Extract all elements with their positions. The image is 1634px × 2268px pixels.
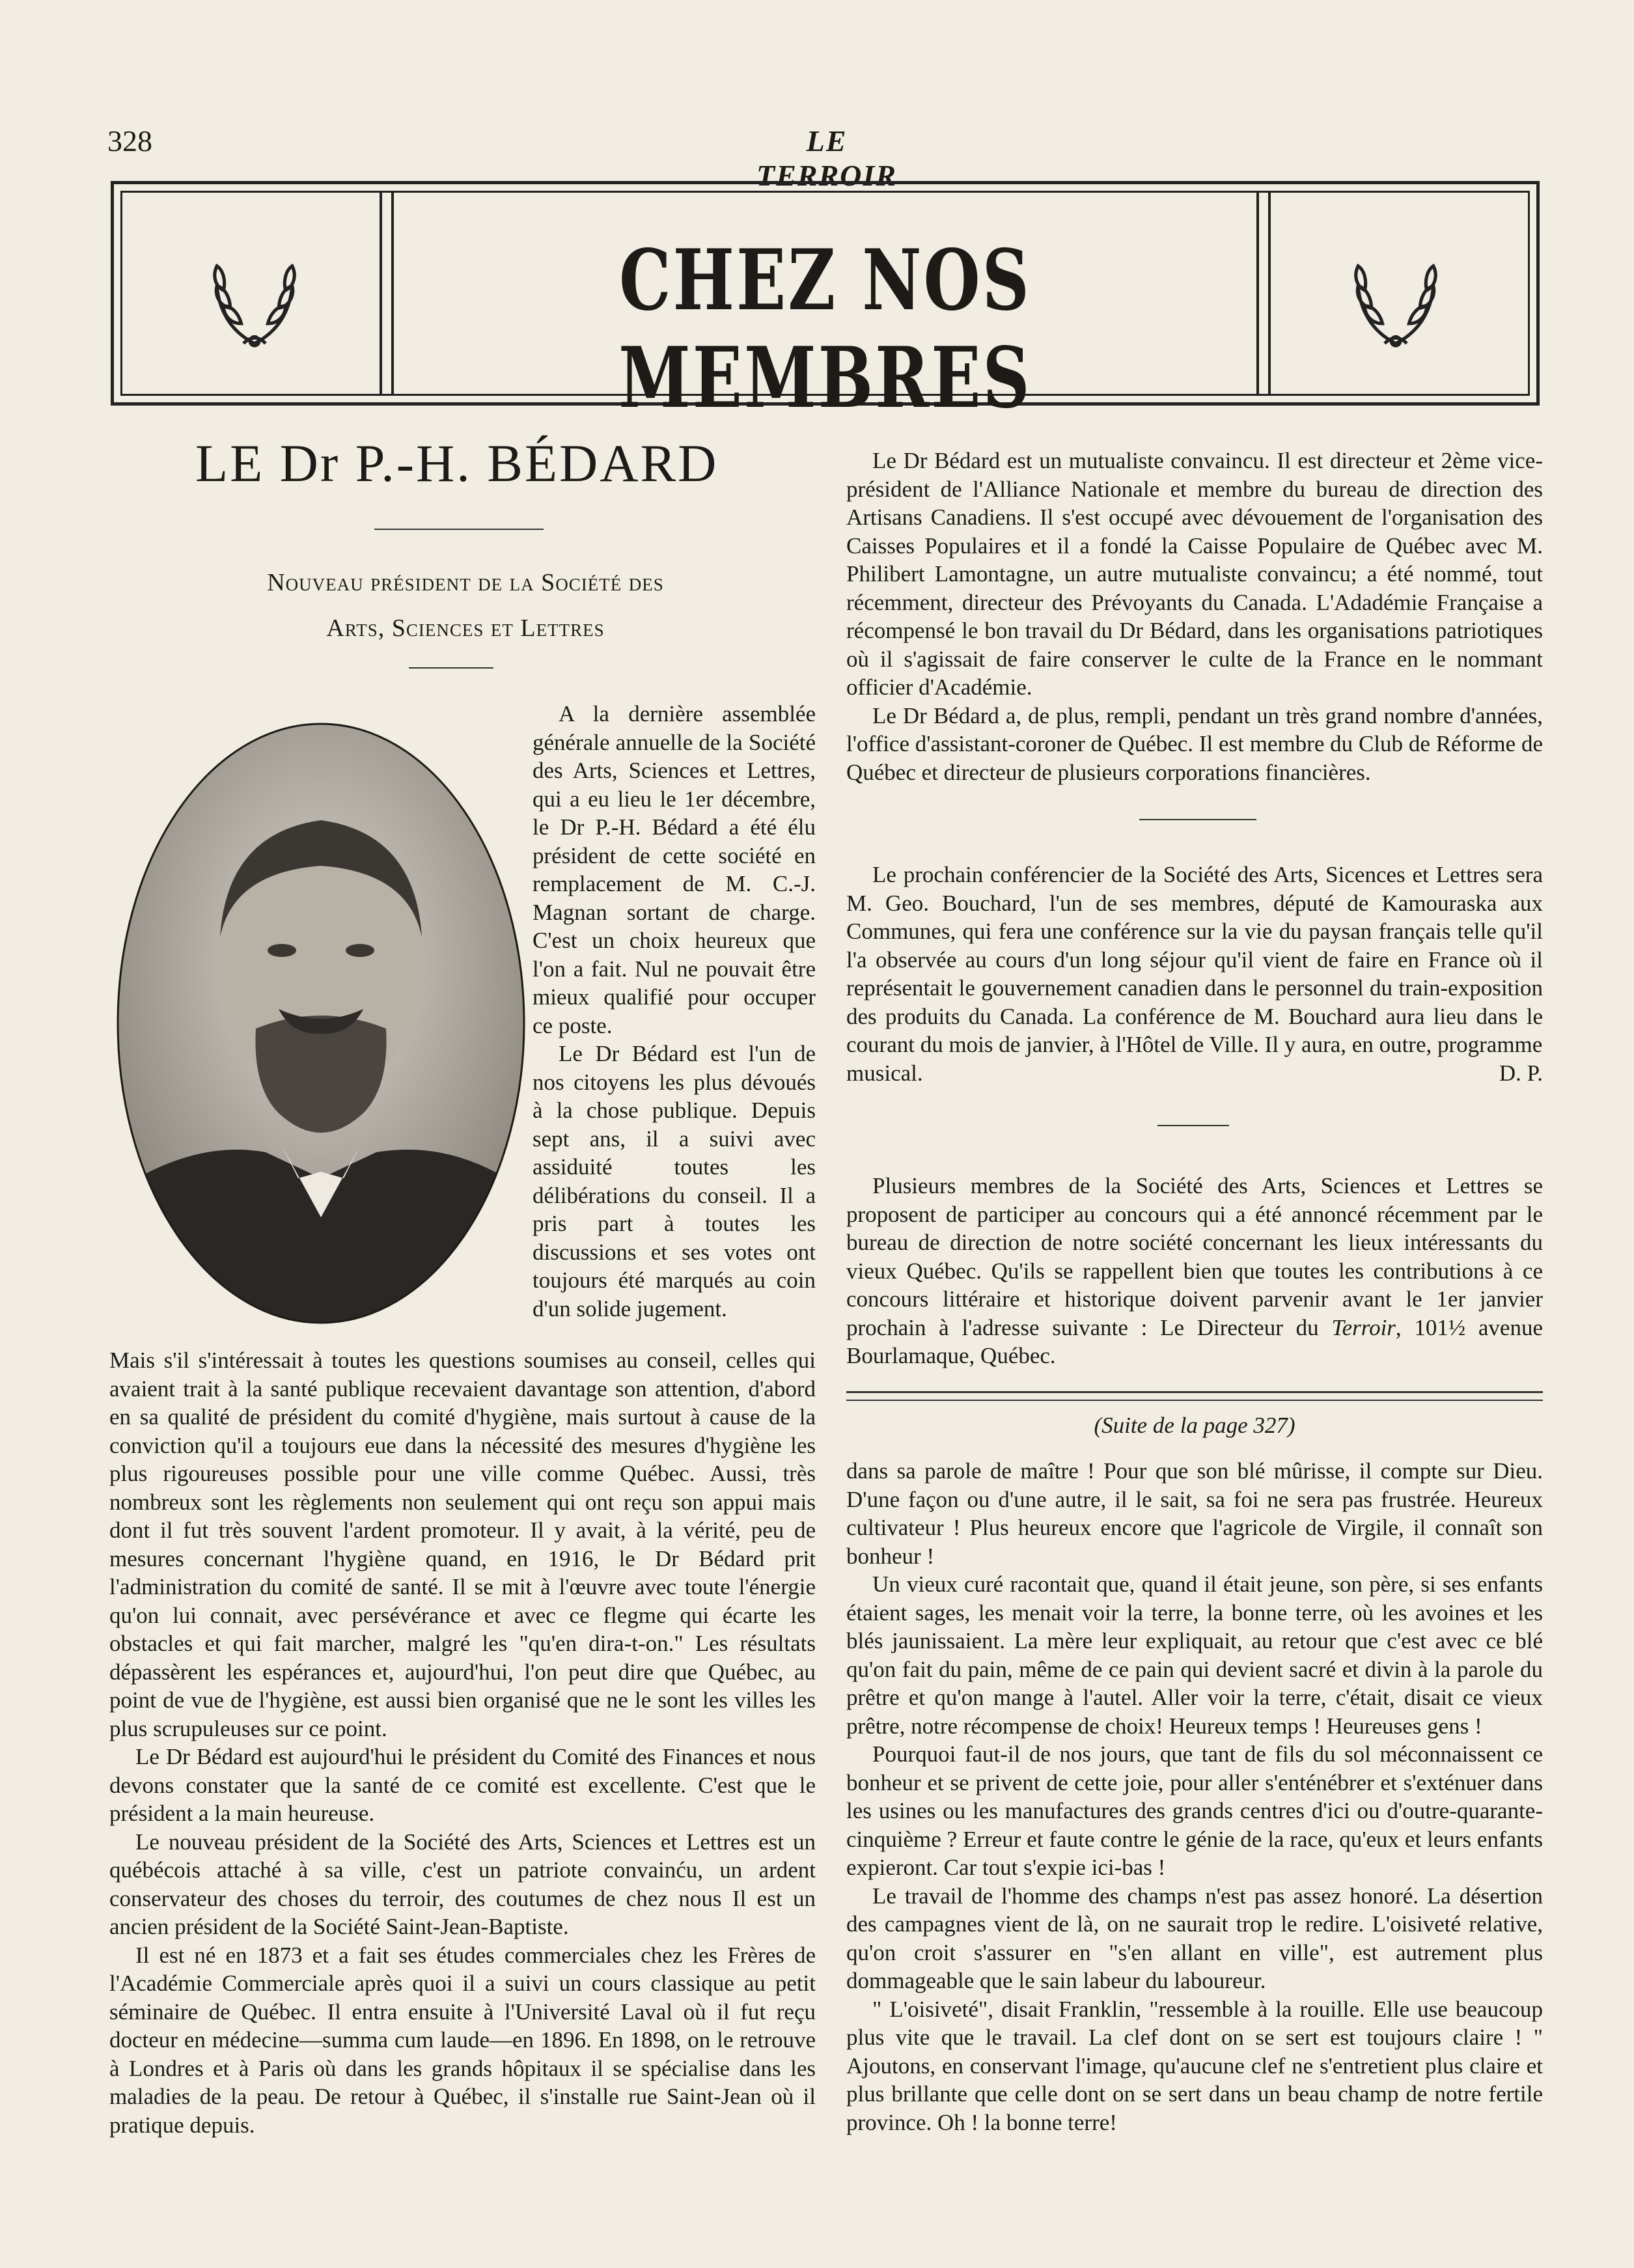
continuation-text: dans sa parole de maître ! Pour que son blé mûrisse, il compte sur Dieu. D'une façon ou d'une autre, il le sait, sa foi ne sera pas frustrée. Heureux cultivateur ! Plus heureux encore que l'agricole de Virgile, il connaît son bonheur ! Un vieux curé racontait que, quand il était jeune, son père, si ses enfants étaient sages, les menait voir la terre, la bonne terre, où les avoines et les blés jaunissaient. La mère leur expliquait, au retour que c'est avec ce blé qu'on fait du pain, même de ce pain qui devient sacré et divin à la parole du prêtre et qu'on mange à l'autel. Aller voir la terre, c'était, disait ce vieux prêtre, notre récompense de choix! Heureux temps ! Heureuses gens ! Pourquoi faut-il de nos jours, que tant de fils du sol méconnaissent ce bonheur et se privent de cette joie, pour aller s'enténébrer et s'exténuer dans les usines ou les manufactures des grands centres d'ici ou d'outre-quarante-cinquième ? Erreur et faute contre le génie de la race, qu'eux et leurs enfants expieront. Car tout s'expie ici-bas ! Le travail de l'homme des champs n'est pas assez honoré. La désertion des campagnes vient de là, on ne saurait trop le redire. L'oisiveté relative, qu'on croit s'assurer en "s'en allant en ville", est autrement plus dommageable que le sain labeur du laboureur. " L'oisiveté", disait Franklin, "ressemble à la rouille. Elle use beaucoup plus vite que le travail. La clef dont on se sert est toujours claire ! " Ajoutons, en conservant l'image, qu'aucune clef ne s'entretient plus claire et plus brillante que celle dont on se sert dans un beau champ de notre fertile province. Oh ! la bonne terre! xyxy=(846,1458,1543,2135)
section-banner xyxy=(111,181,1540,427)
journal-title: LE TERROIR xyxy=(756,124,897,192)
notice-concours: Plusieurs membres de la Société des Arts, Sciences et Lettres se proposent de participer au concours qui a été annoncé récemment par le bureau de direction de notre société concernant les lieux intéressants du vieux Québec. Qu'ils se rappellent bien que toutes les contributions à ce concours littéraire et historique doivent parvenir avant le 1er janvier prochain à l'adresse suivante : Le Directeur du Terroir, 101½ avenue Bourlamaque, Québec. xyxy=(846,1173,1544,1368)
intro-text: A la dernière assemblée générale annuelle de la Société des Arts, Sciences et Lettres, qui a eu lieu le 1er décembre, le Dr P.-H. Bédard a été élu président de cette société en remplacement de M. C.-J. Magnan sortant de charge. C'est un choix heureux que l'on a fait. Nul ne pouvait être mieux qualifié pour occuper ce poste. Le Dr Bédard est l'un de nos citoyens les plus dévoués à la chose publique. Depuis sept ans, il a suivi avec assiduité toutes les délibérations du conseil. Il a pris part à toutes les discussions et ses votes ont toujours été marqués au coin d'un solide jugement. xyxy=(533,701,816,1321)
article-body: Mais s'il s'intéressait à toutes les questions soumises au conseil, celles qui avaient trait à la santé publique recevaient davantage son attention, d'abord en sa qualité de président du comité d'hygiène, mais surtout à cause de la conviction qu'il a toujours eue dans la nécessité des mesures d'hygiène les plus rigoureuses possible pour une ville comme Québec. Aussi, très nombreux sont les règlements non seulement qui ont reçu son appui mais dont il fut très souvent l'ardent promoteur. Il y avait, à la vérité, peu de mesures concernant l'hygiène quand, en 1916, le Dr Bédard prit l'administration du comité de santé. Il se mit à l'œuvre avec toute l'énergie qu'on lui connait, avec persévérance et avec ce flegme qui écarte les obstacles et qui fait marcher, malgré les "qu'en dira-t-on." Les résultats dépassèrent les espérances et, aujourd'hui, l'on peut dire que Québec, au point de vue de l'hygiène, est aussi bien organisé que ne le sont les villes les plus scrupuleuses sur ce point. Le Dr Bédard est aujourd'hui le président du Comité des Finances et nous devons constater que la santé de ce comité est excellente. C'est que le président a la main heureuse. Le nouveau président de la Société des Arts, Sciences et Lettres est un québécois attaché à sa ville, c'est un patriote convainću, un ardent conservateur des choses du terroir, des coutumes de chez nous Il est un ancien président de la Société Saint-Jean-Baptiste. Il est né en 1873 et a fait ses études commerciales chez les Frères de l'Académie Commerciale après quoi il a suivi un cours classique au petit séminaire de Québec. Il entra ensuite à l'Université Laval où il fut reçu docteur en médecine—summa cum laude—en 1896. En 1898, on le retrouve à Londres et à Paris où dans les grands hôpitaux il se spécialise dans les maladies de la peau. De retour à Québec, il s'installe rue Saint-Jean où il pratique depuis. xyxy=(109,1348,816,2138)
divider xyxy=(409,667,493,669)
article-title: LE Dr P.-H. BÉDARD xyxy=(195,434,719,493)
divider xyxy=(1157,1125,1229,1126)
signature: D. P. xyxy=(1499,1060,1543,1086)
banner-title: CHEZ NOS MEMBRES xyxy=(618,232,1032,427)
leaf-wreath-icon xyxy=(1340,246,1451,357)
notice-conference: Le prochain conférencier de la Société des Arts, Sicences et Lettres sera M. Geo. Bouchard, l'un de ses membres, député de Kamouraska aux Communes, qui fera une conférence sur la vie du paysan français telle qu'il l'a observée au cours d'un long séjour qu'il vient de faire en France où il représentait le gouvernement canadien dans le personnel du train-exposition des produits du Canada. La conférence de M. Bouchard aura lieu dans le courant du mois de janvier, à l'Hôtel de Ville. Il y aura, en outre, programme musical. D. P. xyxy=(846,861,1543,1087)
divider xyxy=(374,529,544,530)
portrait-photo xyxy=(116,723,526,1325)
divider xyxy=(1139,819,1256,820)
article-subtitle: Nouveau président de la Société des Arts, Sciences et Lettres xyxy=(267,569,664,642)
page-number: 328 xyxy=(107,124,152,158)
article-continued: Le Dr Bédard est un mutualiste convaincu. Il est directeur et 2ème vice-président de l'Alliance Nationale et membre du bureau de direction des Artisans Canadiens. Il s'est occupé avec dévouement de l'organisation des Caisses Populaires et il a fondé la Caisse Populaire de Québec avec M. Philibert Lamontagne, un autre mutualiste convaincu; a été nommé, tout récemment, directeur des Prévoyants du Canada. L'Adadémie Française a récompensé le bon travail du Dr Bédard, dans les organisations patriotiques où il s'agissait de faire conserver le culte de la France en le nommant officier d'Académie. Le Dr Bédard a, de plus, rempli, pendant un très grand nombre d'années, l'office d'assistant-coroner de Québec. Il est membre du Club de Réforme de Québec et directeur de plusieurs corporations financières. xyxy=(846,448,1543,785)
leaf-wreath-icon xyxy=(199,246,310,357)
double-divider xyxy=(846,1391,1543,1401)
continuation-heading: (Suite de la page 327) xyxy=(1094,1413,1295,1438)
